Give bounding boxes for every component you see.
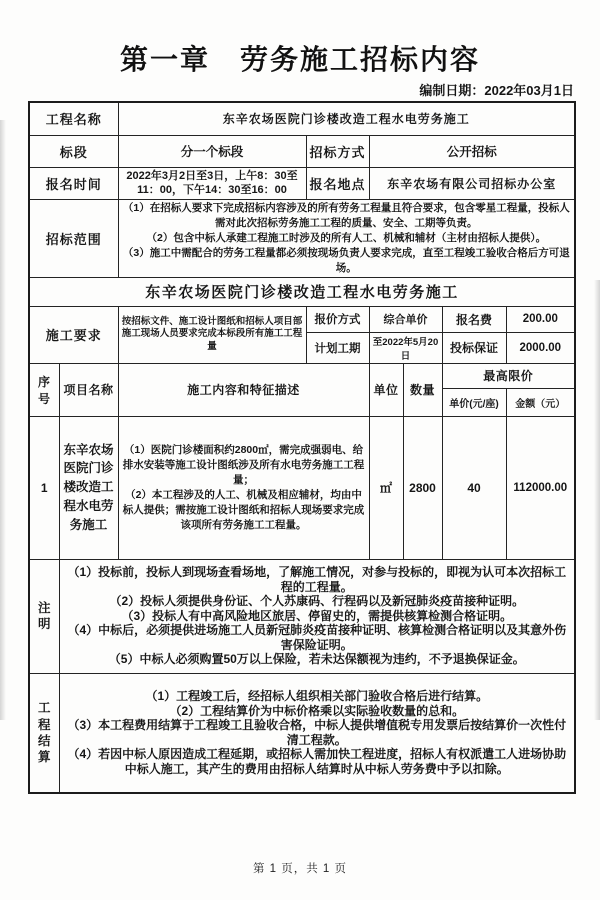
signup-fee-label: 报名费 <box>442 306 506 332</box>
text-line: （2）包含中标人承建工程施工时涉及的所有人工、机械和辅材（主材由招标人提供）。 <box>146 231 547 244</box>
tender-info-table <box>28 101 576 794</box>
col-seq-header: 序号 <box>29 363 59 416</box>
bid-method-value: 公开招标 <box>369 135 575 167</box>
text-line: （3）投标人有中高风险地区旅居、停留史的，需提供核算检测合格证明。 <box>121 608 513 623</box>
requirement-text: 按招标文件、施工设计图纸和招标人项目部施工现场人员要求完成本标段所有施工工程量 <box>118 306 306 363</box>
scan-edge-artifact-left <box>0 120 6 720</box>
text-line: （3）本工程费用结算于工程竣工且验收合格，中标人提供增值税专用发票后按结算价一次性付清工程款。 <box>67 718 567 747</box>
item-quantity: 2800 <box>403 416 442 559</box>
text-line: （5）中标人必须购置50万以上保险，若未达保额视为违约，不予退换保证金。 <box>108 652 525 667</box>
text-line: （4）若因中标人原因造成工程延期，或招标人需加快工程进度，招标人有权派遣工人进场协助中标人施工，其产生的费用由招标人结算时从中标人劳务费中予以扣除。 <box>67 747 567 776</box>
text-line: （2）本工程涉及的人工、机械及相应辅材，均由中标人提供；需按施工设计图纸和招标人现场要求完成该项所有劳务施工工程量。 <box>122 488 365 531</box>
row-requirement-1 <box>29 306 575 332</box>
bid-method-label: 招标方式 <box>306 135 369 167</box>
col-max-price-header: 最高限价 <box>442 363 575 388</box>
col-name-header: 项目名称 <box>59 363 118 416</box>
project-name-value: 东辛农场医院门诊楼改造工程水电劳务施工 <box>118 102 575 135</box>
col-unit-header: 单位 <box>369 363 403 416</box>
col-amount-header: 金额（元） <box>506 388 575 416</box>
text-line: （2）工程结算价为中标价格乘以实际验收数量的总和。 <box>169 703 465 718</box>
bid-bond-label: 投标保证 <box>442 332 506 363</box>
table-row-item-1 <box>29 416 575 559</box>
quote-method-label: 报价方式 <box>306 306 369 332</box>
row-project-name <box>29 102 575 135</box>
scope-text <box>118 199 575 277</box>
compile-date: 编制日期：2022年03月1日 <box>419 83 574 98</box>
plan-period-label: 计划工期 <box>306 332 369 363</box>
signup-time-label: 报名时间 <box>29 167 118 199</box>
banner-title: 东辛农场医院门诊楼改造工程水电劳务施工 <box>29 277 575 306</box>
signup-time-value: 2022年3月2日至3日，上午8：30至11：00，下午14：30至16：00 <box>118 167 306 199</box>
requirement-label: 施工要求 <box>29 306 118 363</box>
row-scope <box>29 199 575 277</box>
row-items-header <box>29 363 575 388</box>
section-label: 标段 <box>29 135 118 167</box>
text-line: （1）在招标人要求下完成招标内容涉及的所有劳务工程量且符合要求，包含零星工程量，投标人需对此次招标劳务施工工程的质量、安全、工期等负责。 <box>122 201 570 229</box>
settlement-text <box>59 673 575 793</box>
row-section-method <box>29 135 575 167</box>
signup-place-value: 东辛农场有限公司招标办公室 <box>369 167 575 199</box>
text-line: （2）投标人须提供身份证、个人苏康码、行程码以及新冠肺炎疫苗接种证明。 <box>109 594 525 609</box>
item-amount: 112000.00 <box>506 416 575 559</box>
chapter-title: 第一章 劳务施工招标内容 <box>119 44 480 75</box>
text-line: （1）投标前，投标人到现场查看场地，了解施工情况，对参与投标的，即视为认可本次招标工程的工程量。 <box>67 565 567 594</box>
row-notes <box>29 559 575 673</box>
item-unit: ㎡ <box>369 416 403 559</box>
settlement-label: 工程结算 <box>29 673 59 793</box>
text-line: （1）工程竣工后，经招标人组织相关部门验收合格后进行结算。 <box>145 689 489 704</box>
item-name: 东辛农场医院门诊楼改造工程水电劳务施工 <box>59 416 118 559</box>
scan-edge-artifact-right <box>594 280 600 720</box>
signup-place-label: 报名地点 <box>306 167 369 199</box>
item-unit-price: 40 <box>442 416 506 559</box>
item-seq: 1 <box>29 416 59 559</box>
notes-text <box>59 559 575 673</box>
text-line: （1）医院门诊楼面积约2800㎡，需完成强弱电、给排水安装等施工设计图纸涉及所有水电劳务施工工程量； <box>122 443 365 486</box>
row-settlement <box>29 673 575 793</box>
plan-period-value: 至2022年5月20日 <box>369 332 442 363</box>
scope-label: 招标范围 <box>29 199 118 277</box>
col-qty-header: 数量 <box>403 363 442 416</box>
signup-fee-value: 200.00 <box>506 306 575 332</box>
project-name-label: 工程名称 <box>29 102 118 135</box>
col-desc-header: 施工内容和特征描述 <box>118 363 369 416</box>
text-line: （3）施工中需配合的劳务工程量都必须按现场负责人要求完成，直至工程竣工验收合格后方可退场。 <box>122 246 570 274</box>
notes-label: 注明 <box>29 559 59 673</box>
bid-bond-value: 2000.00 <box>506 332 575 363</box>
text-line: （4）中标后，必须提供进场施工人员新冠肺炎疫苗接种证明、核算检测合格证明以及其意外伤害保险证明。 <box>67 623 567 652</box>
section-value: 分一个标段 <box>118 135 306 167</box>
col-unit-price-header: 单价(元/座) <box>442 388 506 416</box>
row-banner <box>29 277 575 306</box>
quote-method-value: 综合单价 <box>369 306 442 332</box>
row-signup <box>29 167 575 199</box>
page-number-footer: 第 1 页，共 1 页 <box>252 863 348 875</box>
item-description <box>118 416 369 559</box>
